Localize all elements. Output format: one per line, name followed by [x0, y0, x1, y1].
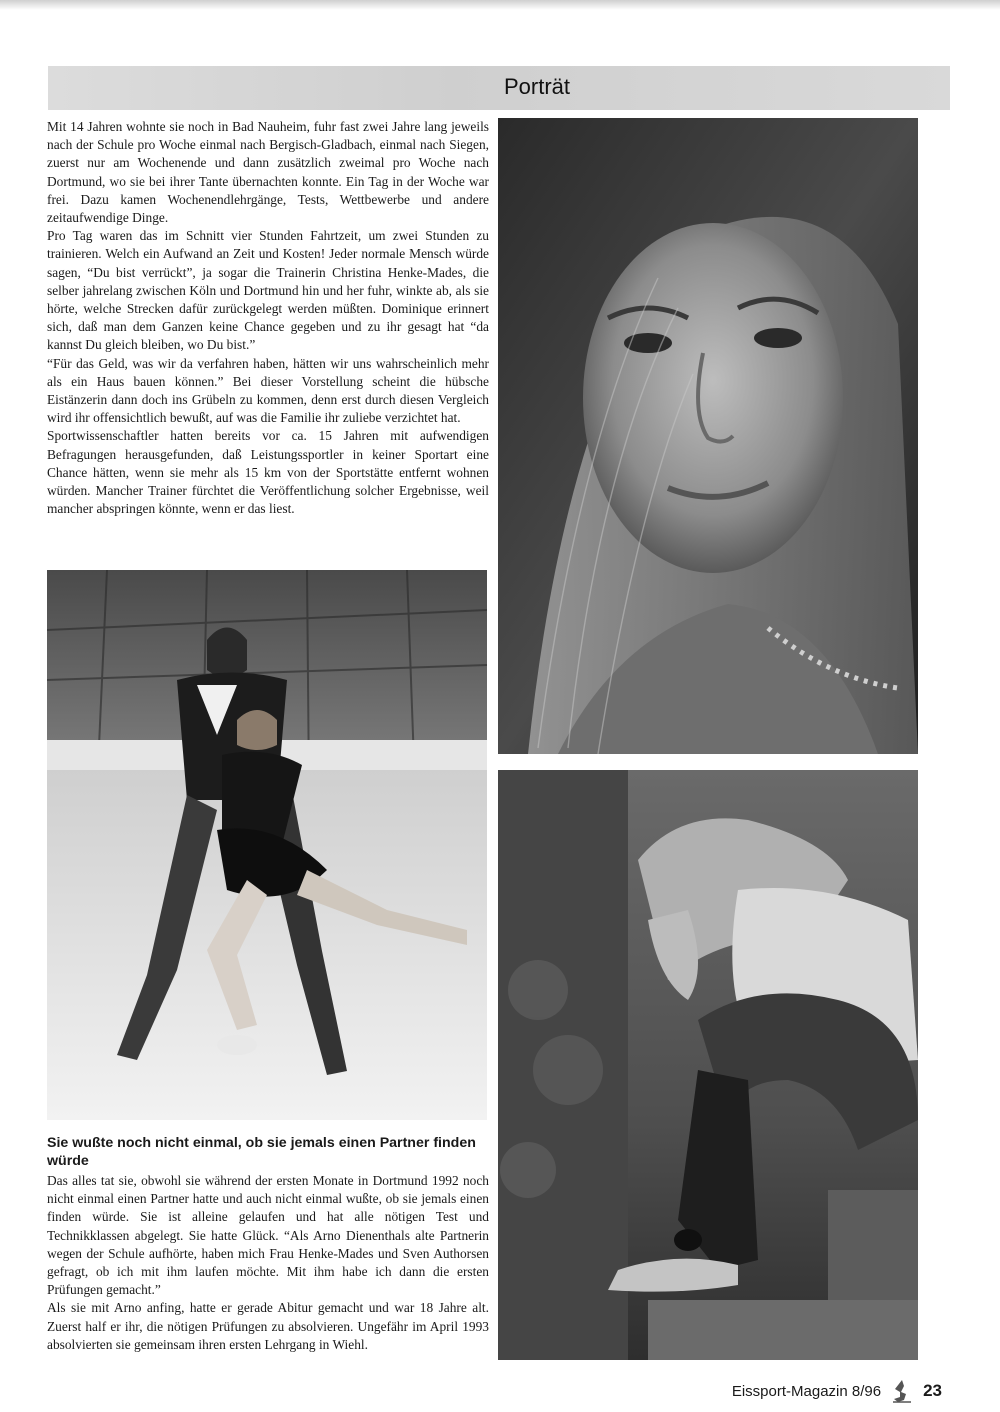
stretching-photo	[498, 770, 918, 1360]
paragraph: Als sie mit Arno anfing, hatte er gerade Abitur gemacht und war 18 Jahre alt. Zuerst half er ihr, die nötigen Prüfungen zu absolvieren. Ungefähr im April 1993 absolvierten sie gemeinsam ihren ersten Lehrgang in Wiehl.	[47, 1300, 489, 1352]
page-title: Porträt	[503, 74, 570, 99]
skating-pair-photo	[47, 570, 487, 1120]
magazine-issue: Eissport-Magazin 8/96	[731, 1382, 882, 1400]
portrait-photo	[498, 118, 918, 754]
paragraph: Mit 14 Jahren wohnte sie noch in Bad Nauheim, fuhr fast zwei Jahre lang jeweils nach der Schule pro Woche einmal nach Bergisch-Gladbach, einmal nach Siegen, zuerst nur am Wochenende und dann zusätzlich zweimal pro Woche nach Dortmund, wo sie bei ihrer Tante übernachten konnte. Ein Tag in der Woche war frei. Dazu kamen Wochenendlehrgänge, Tests, Wettbewerbe und andere zeitaufwendige Dinge.	[47, 119, 489, 226]
article-column-top	[47, 118, 489, 518]
paragraph: Das alles tat sie, obwohl sie während der ersten Monate in Dortmund 1992 noch nicht einmal einen Partner hatte und auch nicht einmal wußte, ob sie jemals einen finden würde. Sie ist alleine gelaufen und hat alle nötigen Test und Technikklassen abgelegt. Sie hatte Glück. “Als Arno Dienenthals alte Partnerin wegen der Schule aufhörte, haben mich Frau Henke-Mades und Sven Authorsen gefragt, ob ich mit ihm laufen möchte. Mit ihm habe ich dann die ersten Prüfungen gemacht.”	[47, 1173, 489, 1298]
page-number: 23	[923, 1381, 942, 1400]
paragraph: “Für das Geld, was wir da verfahren haben, hätten wir uns wahrscheinlich mehr als ein Haus bauen können.” Bei dieser Vorstellung scheint die hübsche Eistänzerin dann doch ins Grübeln zu kommen, denn erst durch diesen Vergleich wird ihr offensichtlich bewußt, auf was die Familie ihr zuliebe verzichtet hat.	[47, 355, 489, 426]
page-footer	[732, 1378, 942, 1404]
paragraph: Sportwissenschaftler hatten bereits vor ca. 15 Jahren mit aufwendigen Befragungen herausgefunden, daß Leistungssportler in keiner Sportart eine Chance hätten, wenn sie mehr als 15 km von der Sportstätte entfernt wohnen würden. Mancher Trainer fürchtet die Veröffentlichung solcher Ergebnisse, weil mancher abspringen könnte, wenn er das liest.	[47, 428, 489, 517]
skater-logo-icon	[891, 1378, 913, 1404]
header-band	[48, 66, 950, 110]
page-edge	[0, 0, 1000, 10]
article-column-bottom	[47, 1172, 489, 1354]
article-subheading: Sie wußte noch nicht einmal, ob sie jemals einen Partner finden würde	[47, 1135, 476, 1169]
paragraph: Pro Tag waren das im Schnitt vier Stunden Fahrtzeit, um zwei Stunden zu trainieren. Welch ein Aufwand an Zeit und Kosten! Jeder normale Mensch würde sagen, “Du bist verrückt”, ja sogar die Trainerin Christina Henke-Mades, die selber jahrelang zwischen Köln und Dortmund hin und her fuhr, winkte ab, als sie hörte, welche Strecken dafür zurückgelegt werden müßten. Dominique erinnert sich, daß man dem Ganzen keine Chance gegeben und zu ihr gesagt hat “da kannst Du gleich bleiben, wo Du bist.”	[47, 228, 489, 353]
